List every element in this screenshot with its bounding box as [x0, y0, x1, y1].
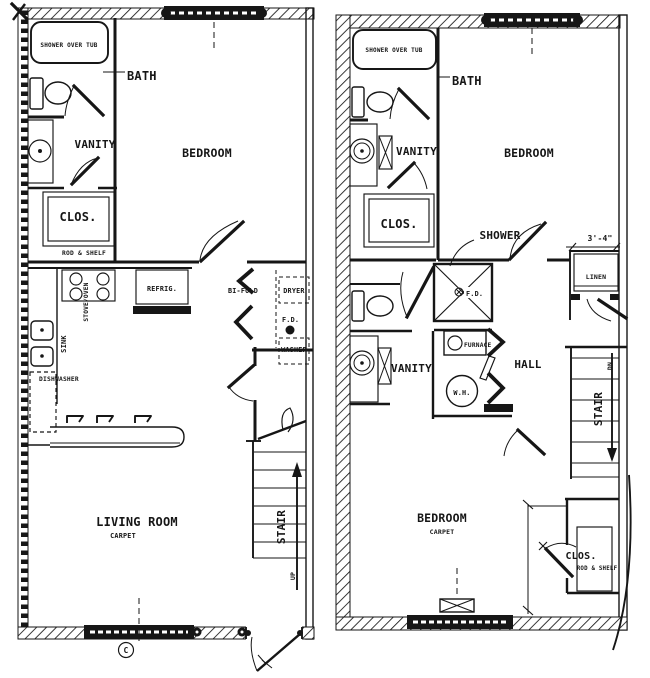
floor2-vanity-lower — [350, 336, 432, 404]
floor2-vanity-lower-label: VANITY — [391, 362, 432, 375]
floor2-bathroom — [350, 28, 482, 120]
floor1-refrig-label: REFRIG. — [146, 285, 178, 293]
floor2-plan — [336, 13, 631, 650]
floor1-stair — [246, 441, 306, 590]
floor1-stair-label: STAIR — [275, 509, 288, 545]
floor2-vanity-upper — [350, 124, 437, 189]
floor1-living-room — [96, 515, 178, 540]
floor2-bottom-window — [407, 568, 513, 629]
floor1-kitchen — [28, 268, 192, 432]
floor2-closet-lower-label: CLOS. — [565, 551, 597, 562]
floor2-bedroom-lower-label: BEDROOM — [417, 511, 467, 525]
floor2-toilet-mid — [350, 284, 412, 331]
floor1-bifold-label: BI-FOLD — [227, 287, 259, 295]
floor2-tub-label: SHOWER OVER TUB — [365, 47, 423, 54]
floor1-vanity-label: VANITY — [74, 138, 116, 151]
floor1-entry-door — [245, 626, 303, 671]
floor1-hall-doors — [229, 347, 313, 441]
floor2-closet-upper-label: CLOS. — [380, 217, 418, 231]
floor2-bedroom-lower — [417, 430, 567, 615]
floor1-bedroom-label: BEDROOM — [182, 146, 232, 160]
floor1-bedroom — [115, 118, 306, 262]
floor2-rod-shelf-label: ROD & SHELF — [576, 566, 618, 572]
floor1-tub-label: SHOWER OVER TUB — [40, 42, 98, 49]
floor1-up-label: UP — [289, 571, 297, 581]
floor1-closet — [28, 192, 117, 262]
floor2-furnace-label: FURNACE — [464, 342, 492, 349]
floor2-down-label: DN — [606, 361, 614, 371]
floor2-bath-label: BATH — [452, 74, 482, 88]
floor2-shower — [401, 229, 521, 321]
floor2-hall-label: HALL — [514, 358, 542, 371]
floor2-mechanical-closet — [433, 329, 513, 419]
floor1-rod-shelf-label: ROD & SHELF — [62, 250, 106, 257]
floor1-dishwasher-label: DISHWASHER — [39, 376, 79, 383]
floor2-closet-upper — [350, 194, 436, 260]
floor2-carpet-label: CARPET — [429, 528, 455, 536]
floor1-vanity — [28, 120, 117, 188]
floor2-stair-label: STAIR — [592, 391, 605, 427]
floor2-stair — [565, 347, 627, 499]
floor2-water-heater-label: W.H. — [453, 389, 471, 397]
floor2-linen — [566, 234, 626, 321]
floor1-washer-label: WASHER — [281, 346, 307, 354]
floor2-bedroom-upper-label: BEDROOM — [504, 146, 554, 160]
floor2-dimension-label: 3'-4" — [587, 234, 613, 243]
floor2-closet-lower — [539, 499, 619, 593]
floor1-floor-drain-label: F.D. — [282, 316, 300, 324]
floor2-top-window — [481, 13, 583, 56]
floor2-shower-label: SHOWER — [479, 229, 521, 242]
floor2-linen-label: LINEN — [585, 273, 607, 281]
floor1-top-window — [161, 6, 267, 50]
floor1-dryer-label: DRYER — [283, 287, 305, 295]
floor1-centerline-label: C — [123, 646, 129, 655]
floor1-carpet-label: CARPET — [110, 532, 136, 540]
floor1-bathroom — [28, 18, 157, 118]
floor2-floor-drain-label: F.D. — [466, 290, 484, 298]
floor1-closet-label: CLOS. — [59, 210, 97, 224]
floor1-living-room-label: LIVING ROOM — [96, 515, 178, 529]
floor1-breakfast-bar — [28, 416, 184, 447]
floor1-bath-label: BATH — [127, 69, 157, 83]
floor1-stove-label: STOVE/OVEN — [83, 282, 90, 322]
floor1-plan — [12, 4, 314, 671]
floor2-vanity-upper-label: VANITY — [396, 145, 437, 158]
floor1-sink-label: SINK — [60, 335, 68, 353]
